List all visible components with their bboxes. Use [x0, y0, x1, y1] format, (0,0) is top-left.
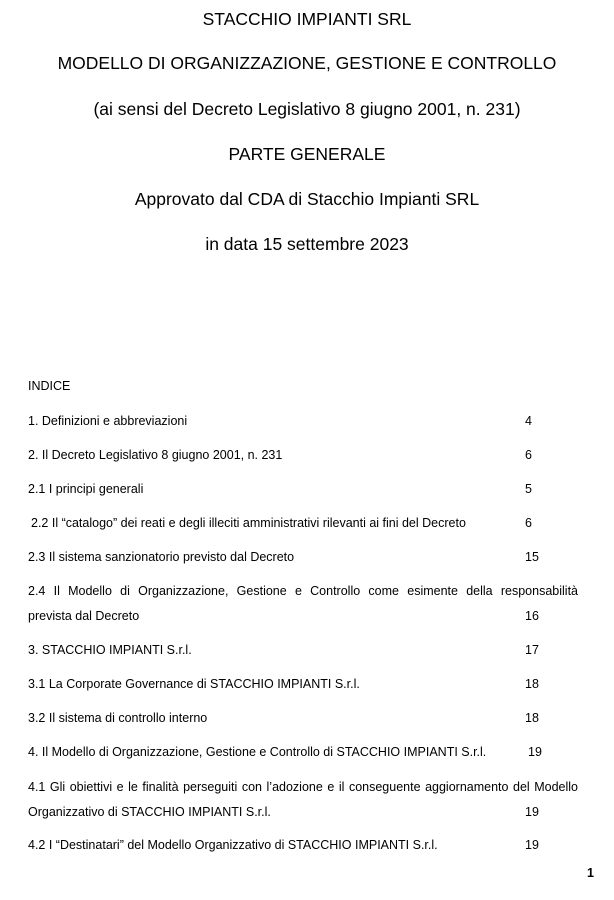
- toc-entry[interactable]: [28, 583, 578, 625]
- toc-entry-title-line2: prevista dal Decreto: [28, 609, 140, 623]
- toc-entry-title: 2.2 Il “catalogo” dei reati e degli illeciti amministrativi rilevanti ai fini del Decreto: [31, 516, 466, 530]
- toc-entry-title: 3. STACCHIO IMPIANTI S.r.l.: [28, 643, 192, 657]
- toc-entry-page: 19: [528, 745, 542, 759]
- toc-entry-title: 1. Definizioni e abbreviazioni: [28, 414, 188, 428]
- toc-entry-title-line1: 2.4 Il Modello di Organizzazione, Gestione e Controllo come esimente della responsabilità: [28, 584, 578, 598]
- toc-entry-title: 2.3 Il sistema sanzionatorio previsto dal Decreto: [28, 550, 295, 564]
- model-title: MODELLO DI ORGANIZZAZIONE, GESTIONE E CONTROLLO: [57, 53, 557, 73]
- toc-entry-title: 4.2 I “Destinatari” del Modello Organizzativo di STACCHIO IMPIANTI S.r.l.: [28, 838, 438, 852]
- toc-entry-page: 6: [525, 516, 532, 530]
- toc-entry-title-line2: Organizzativo di STACCHIO IMPIANTI S.r.l.: [28, 805, 271, 819]
- toc-entry-title: 2. Il Decreto Legislativo 8 giugno 2001, n. 231: [28, 448, 283, 462]
- approval-date: in data 15 settembre 2023: [205, 234, 409, 254]
- part-title: PARTE GENERALE: [228, 144, 386, 164]
- toc-entry-page: 16: [525, 609, 539, 623]
- toc-entry-page: 4: [525, 414, 532, 428]
- toc-heading: INDICE: [28, 379, 71, 393]
- toc-entry-title: 3.1 La Corporate Governance di STACCHIO IMPIANTI S.r.l.: [28, 677, 360, 691]
- toc-entry-page: 5: [525, 482, 532, 496]
- legal-reference: (ai sensi del Decreto Legislativo 8 giugno 2001, n. 231): [93, 99, 521, 119]
- toc-entry-page: 19: [525, 838, 539, 852]
- toc-entry-title: 4. Il Modello di Organizzazione, Gestione e Controllo di STACCHIO IMPIANTI S.r.l.: [28, 745, 487, 759]
- toc-entry-page: 19: [525, 805, 539, 819]
- toc-entry-page: 15: [525, 550, 539, 564]
- toc-entry-title: 2.1 I principi generali: [28, 482, 144, 496]
- company-name: STACCHIO IMPIANTI SRL: [202, 9, 412, 29]
- toc-entry[interactable]: [28, 779, 578, 821]
- toc-entry-page: 17: [525, 643, 539, 657]
- toc-entry-page: 18: [525, 711, 539, 725]
- approval-statement: Approvato dal CDA di Stacchio Impianti SRL: [134, 189, 480, 209]
- page-number: 1: [587, 866, 594, 880]
- toc-entry-title-line1: 4.1 Gli obiettivi e le finalità perseguiti con l’adozione e il conseguente aggiornamento del Modello: [28, 780, 578, 794]
- toc-entry-page: 6: [525, 448, 532, 462]
- toc-entry-page: 18: [525, 677, 539, 691]
- toc-entry-title: 3.2 Il sistema di controllo interno: [28, 711, 208, 725]
